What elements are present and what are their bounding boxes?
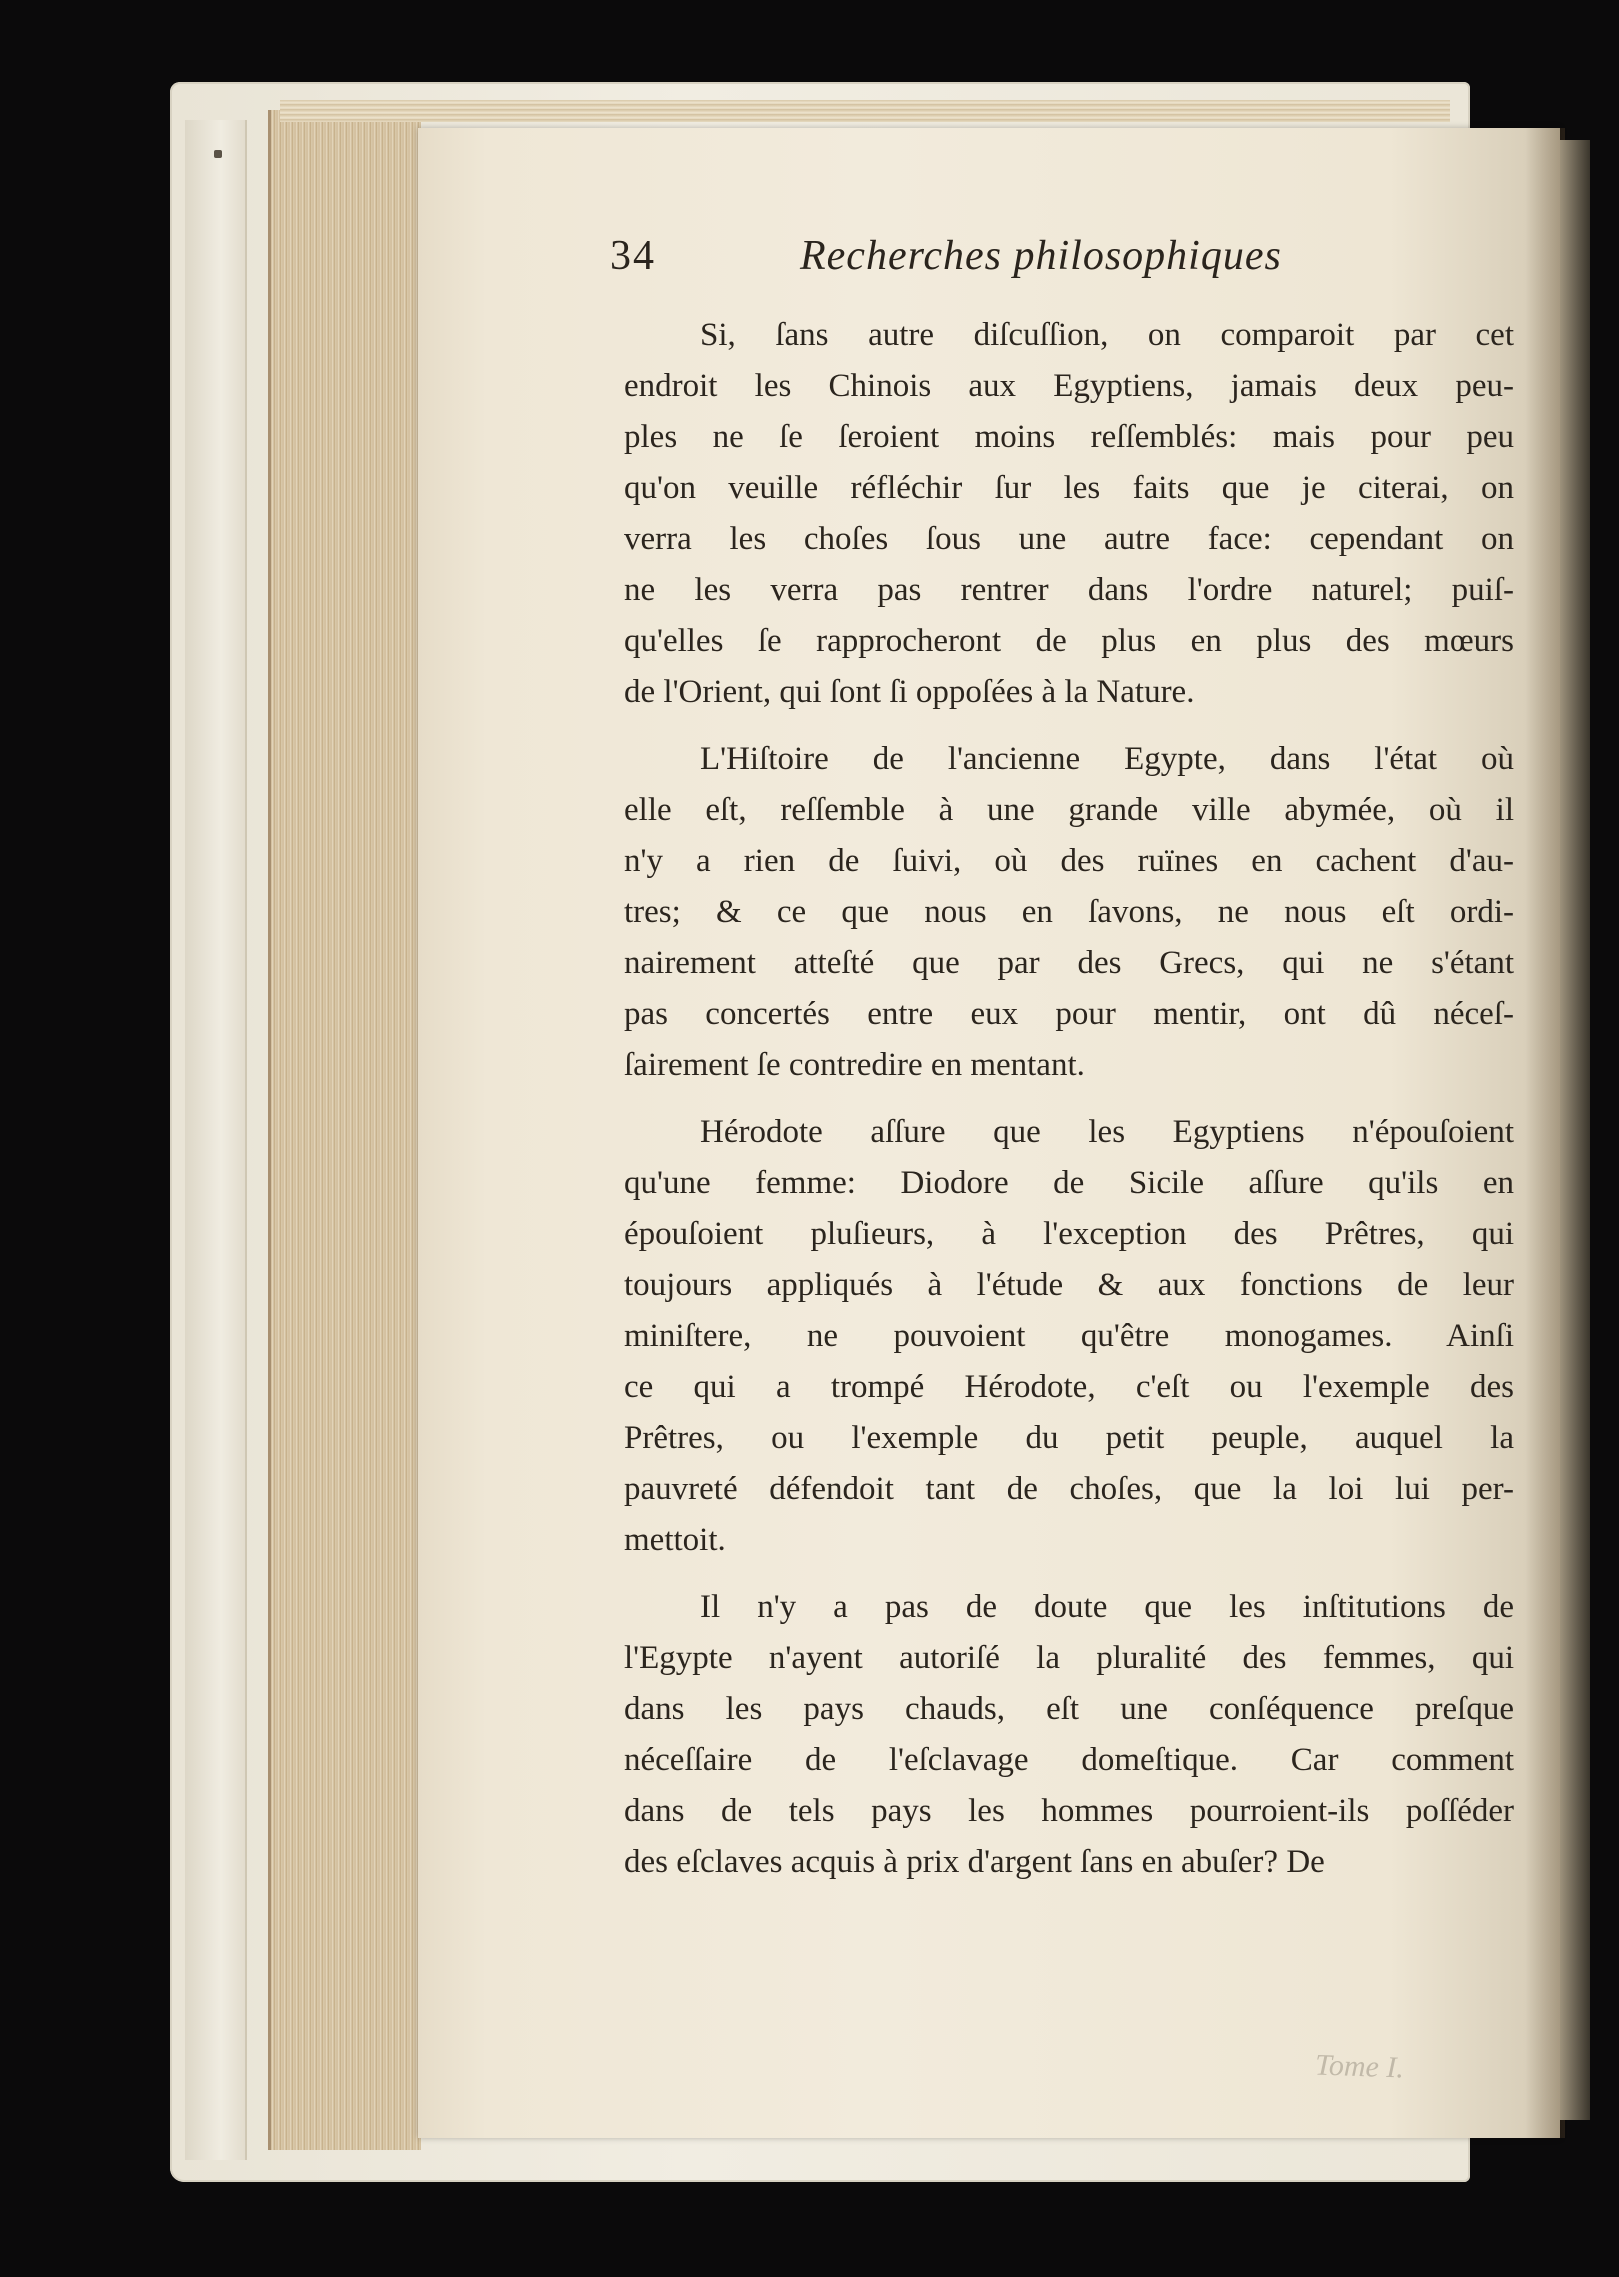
text-line: verra les choſes ſous une autre face: cependant on xyxy=(624,521,1514,557)
text-line: ſairement ſe contredire en mentant. xyxy=(624,1047,1085,1083)
page-edges xyxy=(268,110,421,2150)
text-line: Il n'y a pas de doute que les inſtitutions de xyxy=(700,1589,1514,1625)
bleed-through-signature: Tome I. xyxy=(1314,2048,1405,2085)
text-line: ne les verra pas rentrer dans l'ordre naturel; puiſ- xyxy=(624,572,1514,608)
text-line: qu'on veuille réfléchir ſur les faits que je citerai, on xyxy=(624,470,1514,506)
text-line: miniſtere, ne pouvoient qu'être monogames. Ainſi xyxy=(624,1318,1514,1354)
running-title: Recherches philosophiques xyxy=(800,233,1282,279)
text-line: qu'une femme: Diodore de Sicile aſſure qu'ils en xyxy=(624,1165,1514,1201)
text-line: mettoit. xyxy=(624,1522,726,1558)
text-line: Prêtres, ou l'exemple du petit peuple, auquel la xyxy=(624,1420,1514,1456)
text-line: ples ne ſe ſeroient moins reſſemblés: mais pour peu xyxy=(624,419,1514,455)
gutter-shadow xyxy=(1525,128,1565,2138)
paragraph xyxy=(624,1107,1514,1566)
text-line: toujours appliqués à l'étude & aux fonctions de leur xyxy=(624,1267,1514,1303)
text-line: dans de tels pays les hommes pourroient-ils poſſéder xyxy=(624,1793,1514,1829)
cover-mark xyxy=(214,150,222,158)
page-header xyxy=(610,232,1370,292)
text-line: épouſoient pluſieurs, à l'exception des Prêtres, qui xyxy=(624,1216,1514,1252)
page-number: 34 xyxy=(610,233,656,279)
text-line: Hérodote aſſure que les Egyptiens n'épouſoient xyxy=(700,1114,1514,1150)
body-text xyxy=(624,310,1514,1904)
text-line: n'y a rien de ſuivi, où des ruïnes en cachent d'au- xyxy=(624,843,1514,879)
text-line: des eſclaves acquis à prix d'argent ſans en abuſer? De xyxy=(624,1844,1325,1880)
text-line: qu'elles ſe rapprocheront de plus en plus des mœurs xyxy=(624,623,1514,659)
text-line: Si, ſans autre diſcuſſion, on comparoit par cet xyxy=(700,317,1514,353)
text-line: néceſſaire de l'eſclavage domeſtique. Car comment xyxy=(624,1742,1514,1778)
paragraph xyxy=(624,1582,1514,1888)
binding-edge xyxy=(1560,140,1590,2120)
text-line: pauvreté défendoit tant de choſes, que la loi lui per- xyxy=(624,1471,1514,1507)
text-line: ce qui a trompé Hérodote, c'eſt ou l'exemple des xyxy=(624,1369,1514,1405)
text-line: l'Egypte n'ayent autoriſé la pluralité des femmes, qui xyxy=(624,1640,1514,1676)
paragraph xyxy=(624,734,1514,1091)
text-line: tres; & ce que nous en ſavons, ne nous eſt ordi- xyxy=(624,894,1514,930)
text-line: elle eſt, reſſemble à une grande ville abymée, où il xyxy=(624,792,1514,828)
text-line: L'Hiſtoire de l'ancienne Egypte, dans l'état où xyxy=(700,741,1514,777)
paragraph xyxy=(624,310,1514,718)
text-line: pas concertés entre eux pour mentir, ont dû néceſ- xyxy=(624,996,1514,1032)
text-line: endroit les Chinois aux Egyptiens, jamais deux peu- xyxy=(624,368,1514,404)
text-line: de l'Orient, qui ſont ſi oppoſées à la Nature. xyxy=(624,674,1195,710)
text-line: nairement atteſté que par des Grecs, qui ne s'étant xyxy=(624,945,1514,981)
text-line: dans les pays chauds, eſt une conſéquence preſque xyxy=(624,1691,1514,1727)
page-edges-top xyxy=(280,100,1450,122)
cover-flap xyxy=(185,120,247,2160)
